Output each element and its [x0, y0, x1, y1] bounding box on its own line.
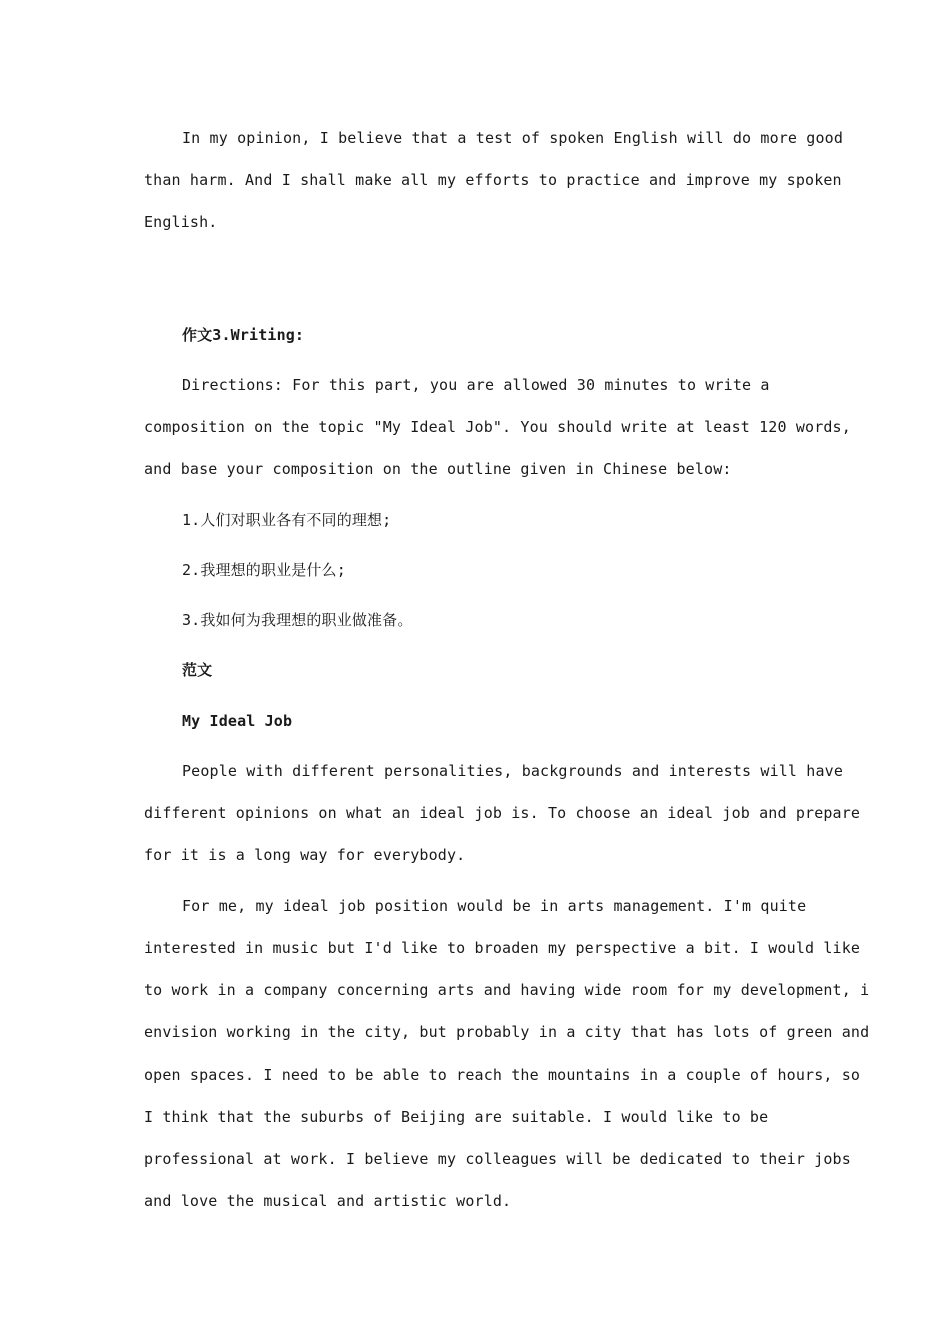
para2-line-4: envision working in the city, but probably in a city that has lots of green and — [144, 1023, 870, 1041]
directions-line-2: composition on the topic "My Ideal Job". You should write at least 120 words, — [144, 418, 851, 436]
para1-line-2: different opinions on what an ideal job is. To choose an ideal job and prepare — [144, 804, 861, 822]
para2-line-2: interested in music but I'd like to broaden my perspective a bit. I would like — [144, 939, 861, 957]
conclusion-line-2: than harm. And I shall make all my efforts to practice and improve my spoken — [144, 171, 842, 189]
sample-label: 范文 — [182, 661, 213, 679]
directions-line-3: and base your composition on the outline given in Chinese below: — [144, 460, 732, 478]
outline-item-1: 1.人们对职业各有不同的理想; — [182, 511, 392, 529]
para2-line-6: I think that the suburbs of Beijing are suitable. I would like to be — [144, 1108, 769, 1126]
para2-line-3: to work in a company concerning arts and having wide room for my development, i — [144, 981, 870, 999]
outline-item-2: 2.我理想的职业是什么; — [182, 561, 346, 579]
essay-title: My Ideal Job — [182, 712, 293, 730]
para2-line-8: and love the musical and artistic world. — [144, 1192, 512, 1210]
conclusion-line-3: English. — [144, 213, 218, 231]
directions-line-1: Directions: For this part, you are allowed 30 minutes to write a — [182, 376, 770, 394]
para1-line-1: People with different personalities, backgrounds and interests will have — [182, 762, 844, 780]
para1-line-3: for it is a long way for everybody. — [144, 846, 466, 864]
section-heading: 作文3.Writing: — [182, 326, 305, 344]
para2-line-7: professional at work. I believe my colleagues will be dedicated to their jobs — [144, 1150, 851, 1168]
outline-item-3: 3.我如何为我理想的职业做准备。 — [182, 611, 413, 629]
para2-line-1: For me, my ideal job position would be in arts management. I'm quite — [182, 897, 807, 915]
para2-line-5: open spaces. I need to be able to reach the mountains in a couple of hours, so — [144, 1066, 861, 1084]
conclusion-line-1: In my opinion, I believe that a test of spoken English will do more good — [182, 129, 844, 147]
